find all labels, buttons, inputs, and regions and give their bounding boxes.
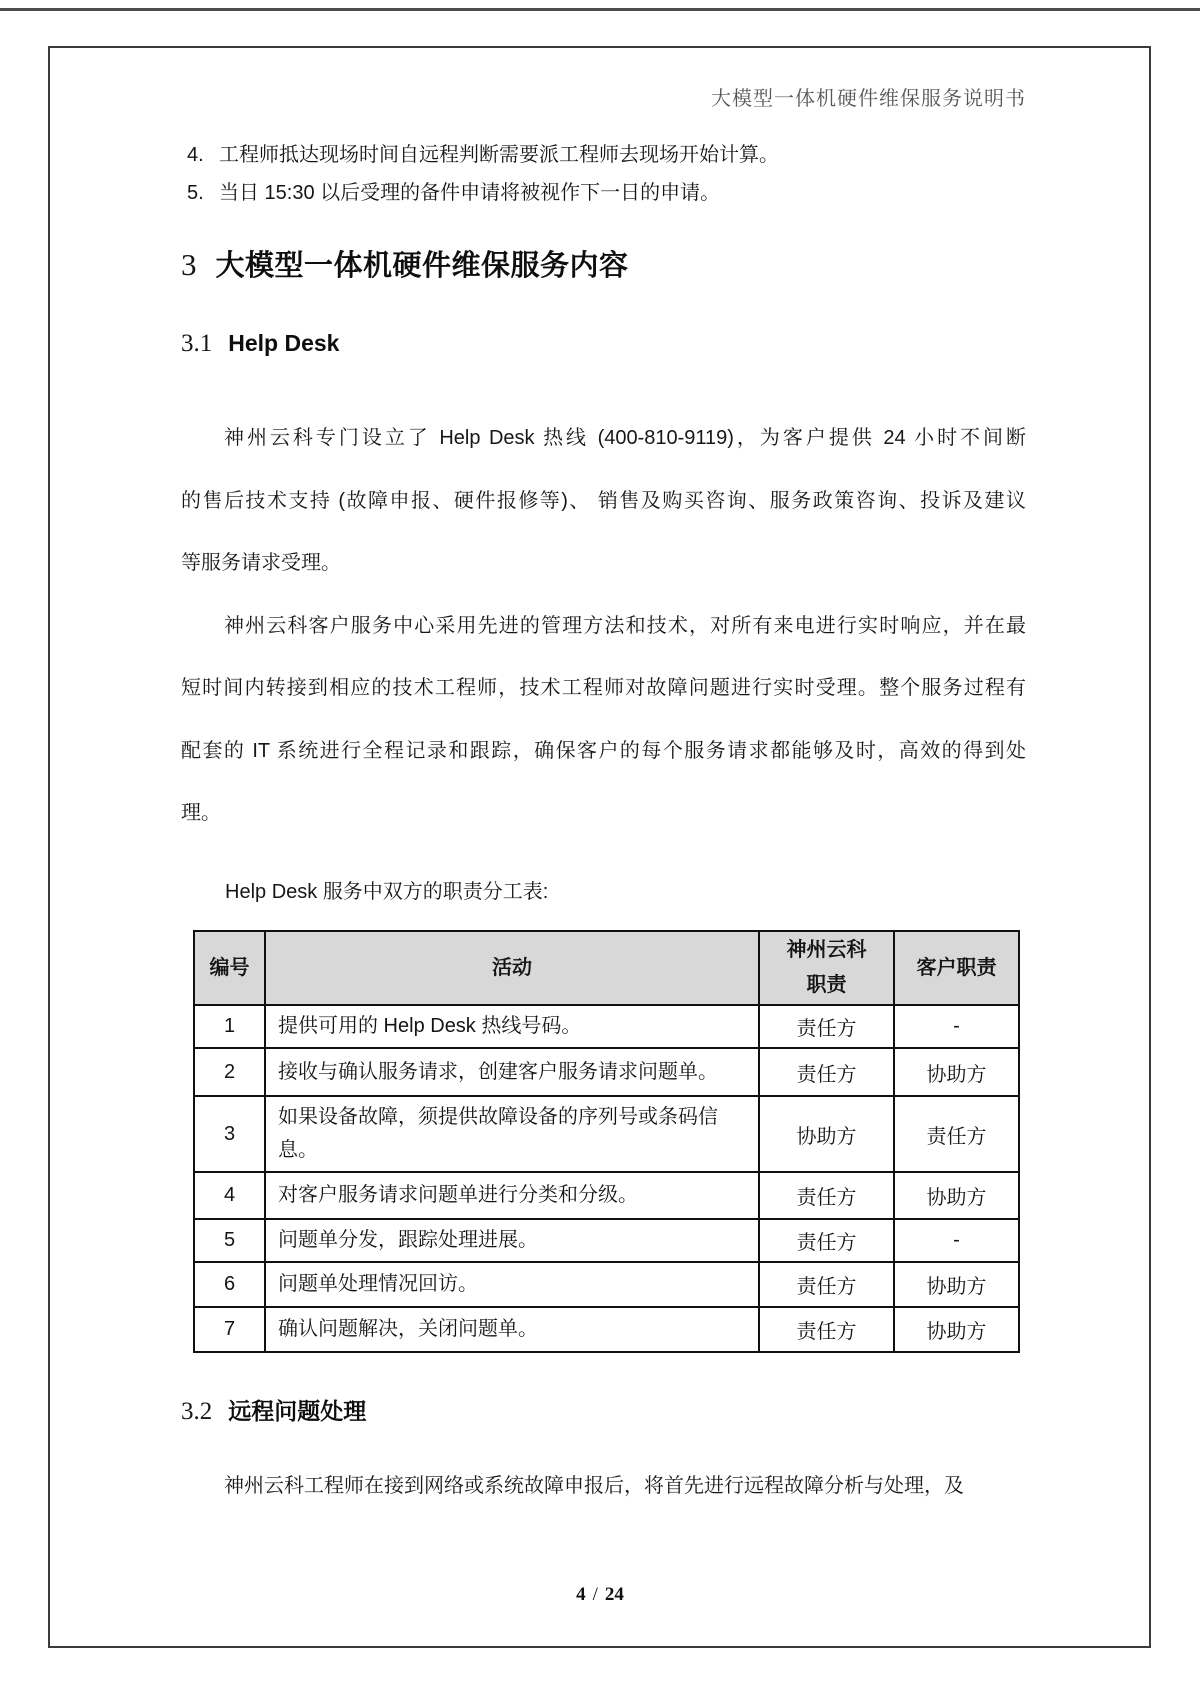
table-row (194, 1096, 1019, 1172)
table-row (194, 1307, 1019, 1352)
running-header-title: 大模型一体机硬件维保服务说明书 (711, 88, 1026, 110)
top-rule (0, 8, 1200, 11)
cell-no: 2 (194, 1048, 265, 1096)
paragraph-line: 等服务请求受理。 (181, 552, 341, 574)
cell-customer-duty: 协助方 (894, 1307, 1019, 1352)
list-item-text: 当日 15:30 以后受理的备件申请将被视作下一日的申请。 (219, 182, 721, 204)
paragraph-32: 神州云科工程师在接到网络或系统故障申报后，将首先进行远程故障分析与处理，及 (224, 1475, 964, 1497)
table-header-row (194, 931, 1019, 1005)
cell-activity: 接收与确认服务请求，创建客户服务请求问题单。 (265, 1048, 759, 1096)
table-row (194, 1172, 1019, 1219)
page-number: 4 (576, 1584, 586, 1605)
cell-activity: 确认问题解决，关闭问题单。 (265, 1307, 759, 1352)
cell-customer-duty: - (894, 1219, 1019, 1262)
cell-customer-duty: 协助方 (894, 1172, 1019, 1219)
column-header-activity: 活动 (265, 931, 759, 1005)
subsection-number: 3.1 (181, 330, 213, 357)
cell-customer-duty: - (894, 1005, 1019, 1048)
page-total: 24 (604, 1584, 624, 1605)
cell-customer-duty: 责任方 (894, 1096, 1019, 1172)
table-row (194, 1048, 1019, 1096)
cell-no: 5 (194, 1219, 265, 1262)
cell-no: 3 (194, 1096, 265, 1172)
cell-no: 6 (194, 1262, 265, 1307)
cell-dck-duty: 协助方 (759, 1096, 894, 1172)
subsection-heading-31 (181, 330, 339, 358)
paragraph-line: 神州云科专门设立了 Help Desk 热线 (400-810-9119)，为客户提供 24 小时不间断 (224, 427, 1026, 449)
paragraph-line: 神州云科客户服务中心采用先进的管理方法和技术，对所有来电进行实时响应，并在最 (224, 614, 1026, 637)
cell-activity: 对客户服务请求问题单进行分类和分级。 (265, 1172, 759, 1219)
page-footer (0, 1584, 1200, 1606)
column-header-dck-duty-line2: 职责 (806, 974, 847, 996)
cell-dck-duty: 责任方 (759, 1048, 894, 1096)
list-item (187, 141, 779, 169)
section-heading-3 (181, 243, 629, 284)
column-header-dck-duty-line1: 神州云科 (786, 939, 867, 961)
table-row (194, 1005, 1019, 1048)
cell-activity: 问题单分发，跟踪处理进展。 (265, 1219, 759, 1262)
section-number: 3 (181, 247, 197, 282)
cell-dck-duty: 责任方 (759, 1172, 894, 1219)
column-header-dck-duty (759, 931, 894, 1005)
subsection-title: 远程问题处理 (228, 1398, 367, 1424)
cell-no: 1 (194, 1005, 265, 1048)
list-item-marker: 4. (187, 144, 204, 166)
section-title: 大模型一体机硬件维保服务内容 (215, 250, 629, 282)
cell-dck-duty: 责任方 (759, 1262, 894, 1307)
cell-dck-duty: 责任方 (759, 1307, 894, 1352)
cell-activity: 提供可用的 Help Desk 热线号码。 (265, 1005, 759, 1048)
body-paragraphs (181, 407, 1026, 845)
page-number-separator: / (592, 1584, 598, 1605)
subsection-number: 3.2 (181, 1398, 213, 1425)
paragraph-line: 理。 (181, 802, 221, 824)
paragraph-line: 配套的 IT 系统进行全程记录和跟踪，确保客户的每个服务请求都能够及时，高效的得到处 (181, 739, 1026, 762)
column-header-no: 编号 (194, 931, 265, 1005)
table-row (194, 1219, 1019, 1262)
column-header-customer-duty: 客户职责 (894, 931, 1019, 1005)
subsection-heading-32 (181, 1393, 366, 1426)
table-row (194, 1262, 1019, 1307)
table-caption: Help Desk 服务中双方的职责分工表: (225, 881, 549, 903)
cell-customer-duty: 协助方 (894, 1048, 1019, 1096)
cell-no: 4 (194, 1172, 265, 1219)
list-item-text: 工程师抵达现场时间自远程判断需要派工程师去现场开始计算。 (219, 144, 779, 166)
cell-activity: 问题单处理情况回访。 (265, 1262, 759, 1307)
cell-activity: 如果设备故障，须提供故障设备的序列号或条码信息。 (265, 1096, 759, 1172)
cell-dck-duty: 责任方 (759, 1219, 894, 1262)
cell-dck-duty: 责任方 (759, 1005, 894, 1048)
cell-customer-duty: 协助方 (894, 1262, 1019, 1307)
list-item-marker: 5. (187, 182, 204, 204)
list-item (187, 179, 779, 207)
responsibility-table (193, 930, 1020, 1353)
subsection-title: Help Desk (228, 330, 340, 356)
paragraph-line: 的售后技术支持 (故障申报、硬件报修等)、 销售及购买咨询、服务政策咨询、投诉及建议 (181, 489, 1026, 512)
cell-no: 7 (194, 1307, 265, 1352)
paragraph-line: 短时间内转接到相应的技术工程师，技术工程师对故障问题进行实时受理。整个服务过程有 (181, 677, 1026, 699)
numbered-list (187, 141, 779, 217)
